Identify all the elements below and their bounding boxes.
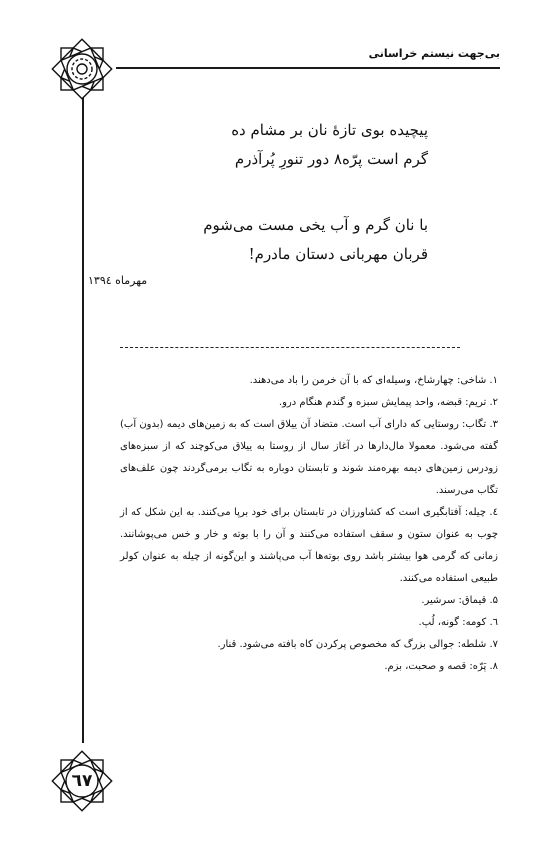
poem-line: پیچیده بوی تازهٔ نان بر مشام ده xyxy=(231,121,428,139)
footnote-item: ۵. قیماق: سرشیر. xyxy=(421,595,498,606)
page-number: ٦٧ xyxy=(71,771,93,791)
footnote-item: ۱. شاخی: چهارشاخ، وسیله‌ای که با آن خرمن را باد می‌دهند. xyxy=(249,375,498,386)
footnote-item: ۷. شلطه: جوالی بزرگ که مخصوص پرکردن کاه بافته می‌شود. قنار. xyxy=(217,639,498,650)
footnote-item: ۲. تریم: قبضه، واحد پیمایش سبزه و گندم هنگام درو. xyxy=(278,397,498,408)
footnotes xyxy=(120,370,498,678)
poem-date: مهرماه ۱۳۹٤ xyxy=(88,274,148,287)
border-horizontal-line xyxy=(116,67,500,69)
poem-line: گرم است پرّه۸ دور تنورِ پُرآذرم xyxy=(234,150,428,168)
running-header-title: بی‌جهت نیستم خراسانی xyxy=(368,47,500,60)
footnote-item: ۳. تگاب: روستایی که دارای آب است. متضاد آن ییلاق است که به زمین‌های دیمه (بدون آب) گفته می‌شود. معمولا مال‌دارها در آغاز سال از روستا به ییلاق می‌کوچند که از سبزه‌های زودرس زمین‌های دیمه بهره‌مند شوند و تابستان دوباره به تگاب برمی‌گردند چون علف‌های تگاب می‌رسند. xyxy=(120,419,498,496)
footnote-item: ٦. کومه: گونه، لُپ. xyxy=(418,617,498,628)
footnote-item: ٤. چیله: آفتابگیری است که کشاورزان در تابستان برای خود برپا می‌کنند. به این شکل که از چوب به عنوان ستون و سقف استفاده می‌کنند و آن را با بوته و خار و خس می‌پوشانند. زمانی که گرمی هوا بیشتر باشد روی بوته‌ها آب می‌پاشند و این‌گونه از چیله به عنوان کولر طبیعی استفاده می‌کنند. xyxy=(120,507,498,584)
poem-stanza-1 xyxy=(231,116,428,174)
poem-line: قربان مهربانی دستان مادرم! xyxy=(248,245,428,263)
footnote-divider xyxy=(120,347,460,348)
poem-line: با نان گرم و آب یخی مست می‌شوم xyxy=(203,216,428,234)
ornament-rosette-top-icon xyxy=(47,34,117,104)
border-vertical-line xyxy=(82,88,84,743)
footnote-item: ۸. پَرّه: قصه و صحبت، بزم. xyxy=(384,661,498,672)
poem-stanza-2 xyxy=(203,211,428,269)
